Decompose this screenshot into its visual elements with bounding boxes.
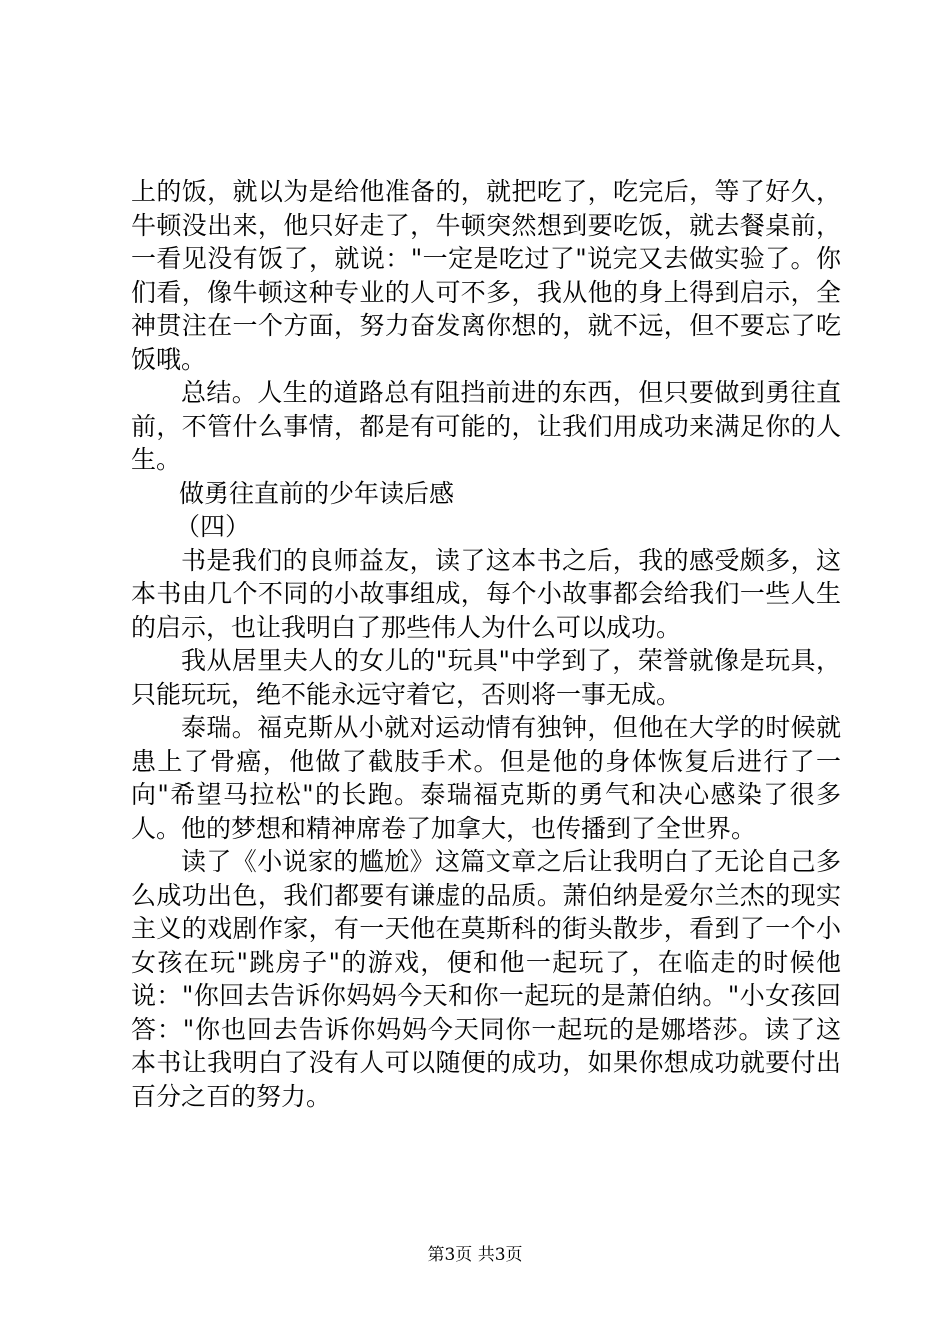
section-title: 做勇往直前的少年读后感 xyxy=(179,478,455,508)
paragraph: 书是我们的良师益友，读了这本书之后，我的感受颇多，这本书由几个不同的小故事组成，每个小故事都会给我们一些人生的启示，也让我明白了那些伟人为什么可以成功。 xyxy=(131,545,841,642)
paragraph: 泰瑞。福克斯从小就对运动情有独钟，但他在大学的时候就患上了骨癌，他做了截肢手术。但是他的身体恢复后进行了一向"希望马拉松"的长跑。泰瑞福克斯的勇气和决心感染了很多人。他的梦想和精神席卷了加拿大，也传播到了全世界。 xyxy=(131,713,841,843)
section-number: （四） xyxy=(175,512,251,541)
document-body xyxy=(131,175,841,1113)
paragraph: 我从居里夫人的女儿的"玩具"中学到了，荣誉就像是玩具，只能玩玩，绝不能永远守着它，否则将一事无成。 xyxy=(131,646,841,709)
page-footer: 第3页 共3页 xyxy=(427,1245,523,1265)
paragraph: 读了《小说家的尴尬》这篇文章之后让我明白了无论自己多么成功出色，我们都要有谦虚的品质。萧伯纳是爱尔兰杰的现实主义的戏剧作家，有一天他在莫斯科的街头散步，看到了一个小女孩在玩"跳房子"的游戏，便和他一起玩了，在临走的时候他说："你回去告诉你妈妈今天和你一起玩的是萧伯纳。"小女孩回答："你也回去告诉你妈妈今天同你一起玩的是娜塔莎。读了这本书让我明白了没有人可以随便的成功，如果你想成功就要付出百分之百的努力。 xyxy=(131,847,841,1111)
paragraph-summary: 总结。人生的道路总有阻挡前进的东西，但只要做到勇往直前，不管什么事情，都是有可能的，让我们用成功来满足你的人生。 xyxy=(131,378,841,474)
paragraph-continuation: 上的饭，就以为是给他准备的，就把吃了，吃完后，等了好久，牛顿没出来，他只好走了，牛顿突然想到要吃饭，就去餐桌前，一看见没有饭了，就说："一定是吃过了"说完又去做实验了。你们看，像牛顿这种专业的人可不多，我从他的身上得到启示，全神贯注在一个方面，努力奋发离你想的，就不远，但不要忘了吃饭哦。 xyxy=(131,177,841,374)
